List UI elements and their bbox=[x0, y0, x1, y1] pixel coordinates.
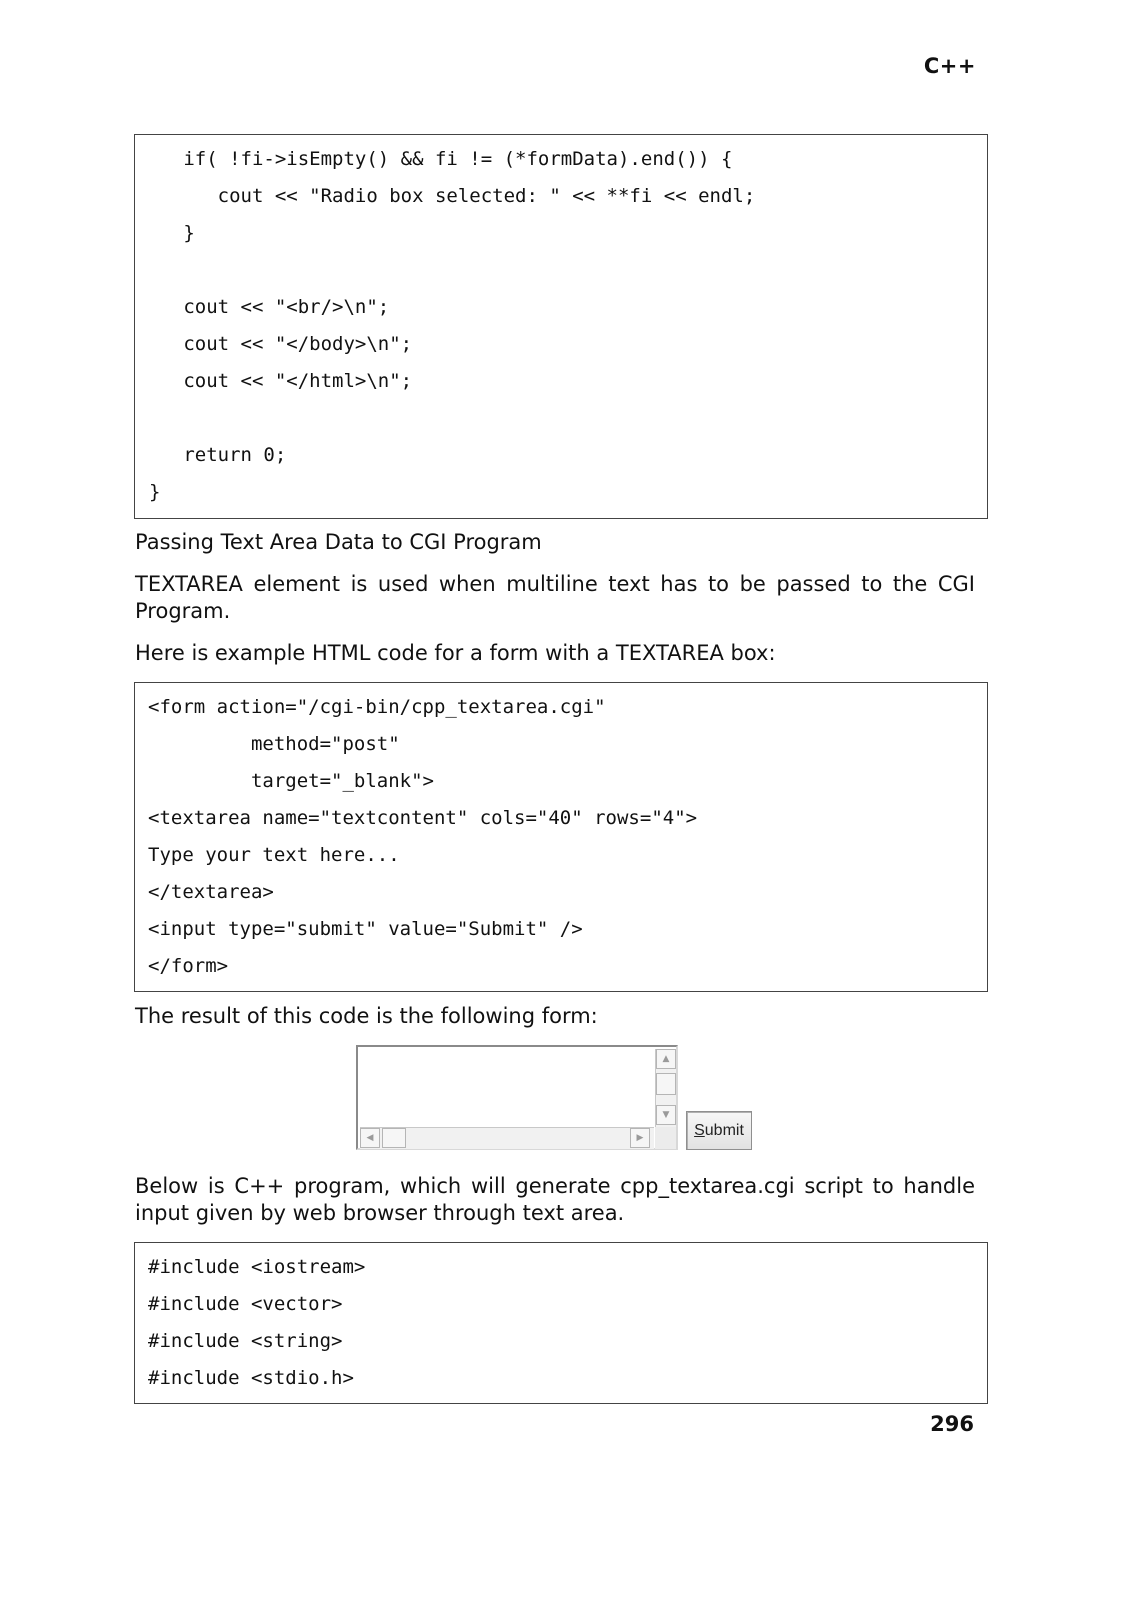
code-line: <input type="submit" value="Submit" /> bbox=[148, 918, 583, 940]
textarea-box[interactable] bbox=[356, 1045, 678, 1150]
code-line: target="_blank"> bbox=[148, 770, 434, 792]
code-line: if( !fi->isEmpty() && fi != (*formData).end()) { bbox=[149, 148, 733, 170]
paragraph: Below is C++ program, which will generate cpp_textarea.cgi script to handle input given by web browser through text area. bbox=[135, 1174, 975, 1225]
code-line: #include <iostream> bbox=[148, 1256, 366, 1278]
code-line: Type your text here... bbox=[148, 844, 400, 866]
code-line: cout << "</html>\n"; bbox=[149, 370, 413, 392]
paragraph: Here is example HTML code for a form with a TEXTAREA box: bbox=[135, 641, 776, 665]
code-line: </textarea> bbox=[148, 881, 274, 903]
code-line: <textarea name="textcontent" cols="40" rows="4"> bbox=[148, 807, 698, 829]
section-heading: Passing Text Area Data to CGI Program bbox=[135, 530, 542, 554]
scroll-right-arrow-icon[interactable]: ▶ bbox=[630, 1128, 650, 1148]
scrollbar-corner bbox=[655, 1127, 676, 1149]
scroll-down-arrow-icon[interactable]: ▼ bbox=[656, 1105, 676, 1125]
scroll-left-arrow-icon[interactable]: ◀ bbox=[360, 1128, 380, 1148]
page-header-title: C++ bbox=[923, 54, 976, 78]
scroll-thumb-horizontal[interactable] bbox=[382, 1128, 406, 1148]
form-example bbox=[356, 1045, 756, 1153]
code-line: } bbox=[149, 222, 195, 244]
vertical-scrollbar[interactable] bbox=[655, 1049, 676, 1127]
code-block-3 bbox=[134, 1242, 988, 1404]
code-line: </form> bbox=[148, 955, 229, 977]
code-line: cout << "Radio box selected: " << **fi << endl; bbox=[149, 185, 756, 207]
code-line: <form action="/cgi-bin/cpp_textarea.cgi" bbox=[148, 696, 606, 718]
code-line: cout << "</body>\n"; bbox=[149, 333, 413, 355]
code-block-2 bbox=[134, 682, 988, 992]
horizontal-scrollbar[interactable] bbox=[360, 1127, 654, 1149]
code-line: #include <stdio.h> bbox=[148, 1367, 354, 1389]
submit-button[interactable] bbox=[686, 1111, 752, 1150]
page-number: 296 bbox=[930, 1412, 974, 1436]
scroll-thumb[interactable] bbox=[656, 1073, 676, 1095]
paragraph: TEXTAREA element is used when multiline text has to be passed to the CGI Program. bbox=[135, 572, 975, 623]
code-line: return 0; bbox=[149, 444, 287, 466]
code-line: } bbox=[149, 481, 161, 503]
submit-label: ubmit bbox=[704, 1121, 744, 1139]
code-line: method="post" bbox=[148, 733, 400, 755]
code-line: #include <string> bbox=[148, 1330, 343, 1352]
scroll-up-arrow-icon[interactable]: ▲ bbox=[656, 1049, 676, 1069]
submit-accesskey: S bbox=[694, 1121, 705, 1139]
code-line: cout << "<br/>\n"; bbox=[149, 296, 390, 318]
code-block-1 bbox=[134, 134, 988, 519]
paragraph: The result of this code is the following form: bbox=[135, 1004, 598, 1028]
code-line: #include <vector> bbox=[148, 1293, 343, 1315]
